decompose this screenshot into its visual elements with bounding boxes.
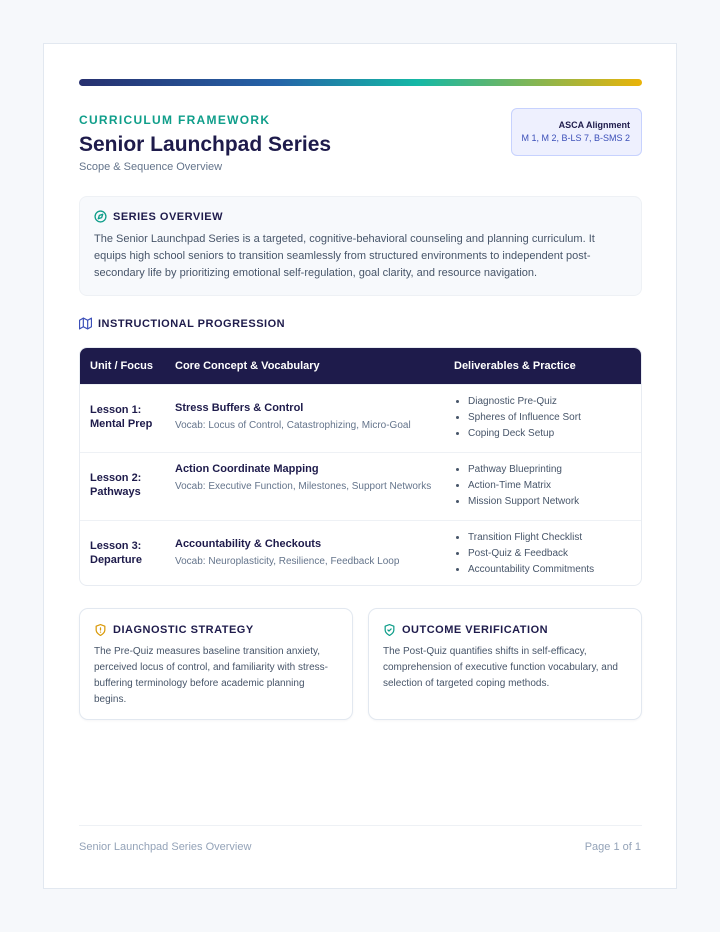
- series-overview-box: [79, 196, 642, 296]
- unit-cell: [90, 539, 142, 567]
- list-item: Mission Support Network: [454, 494, 579, 510]
- instructional-progression-title: INSTRUCTIONAL PROGRESSION: [98, 317, 286, 330]
- footer-divider: [79, 825, 642, 826]
- progression-table: [79, 347, 642, 586]
- footer-page-number: Page 1 of 1: [584, 841, 641, 853]
- map-icon: [79, 317, 92, 330]
- table-header-row: [80, 348, 641, 384]
- asca-alignment-badge: [511, 108, 642, 156]
- series-overview-text: The Senior Launchpad Series is a targeted, cognitive-behavioral counseling and planning curriculum. It equips high school seniors to transition seamlessly from structured environments to independent post-secondary life by prioritizing emotional self-regulation, goal clarity, and resource navigation.: [94, 233, 595, 279]
- eyebrow-label: CURRICULUM FRAMEWORK: [79, 113, 271, 127]
- instructional-progression-heading: [79, 317, 285, 330]
- diagnostic-strategy-heading: [94, 623, 338, 637]
- deliverables-list: [454, 530, 594, 578]
- outcome-verification-text: The Post-Quiz quantifies shifts in self-efficacy, comprehension of executive function vocabulary, and selection of targeted coping methods.: [383, 646, 618, 689]
- list-item: Accountability Commitments: [454, 562, 594, 578]
- unit-focus: Departure: [90, 554, 142, 566]
- list-item: Action-Time Matrix: [454, 478, 579, 494]
- concept-title: Accountability & Checkouts: [175, 538, 322, 550]
- column-header-concept: Core Concept & Vocabulary: [175, 360, 320, 372]
- deliverables-list: [454, 462, 579, 510]
- concept-cell: [175, 538, 440, 569]
- page-title: Senior Launchpad Series: [79, 133, 332, 156]
- list-item: Spheres of Influence Sort: [454, 410, 581, 426]
- compass-icon: [94, 210, 107, 223]
- unit-cell: [90, 471, 141, 499]
- asca-title: ASCA Alignment: [558, 120, 630, 130]
- list-item: Transition Flight Checklist: [454, 530, 594, 546]
- diagnostic-strategy-title: DIAGNOSTIC STRATEGY: [113, 624, 254, 636]
- concept-vocab: Vocab: Neuroplasticity, Resilience, Feedback Loop: [175, 556, 400, 567]
- outcome-verification-heading: [383, 623, 627, 637]
- document-page: [43, 43, 677, 889]
- unit-focus: Mental Prep: [90, 418, 153, 430]
- shield-alert-icon: [94, 623, 107, 637]
- concept-cell: [175, 402, 440, 433]
- shield-check-icon: [383, 623, 396, 637]
- gradient-accent-bar: [79, 79, 642, 86]
- list-item: Coping Deck Setup: [454, 426, 581, 442]
- outcome-verification-card: [368, 608, 642, 720]
- series-overview-heading: [94, 210, 627, 223]
- outcome-verification-title: OUTCOME VERIFICATION: [402, 624, 549, 636]
- column-header-unit: Unit / Focus: [90, 360, 153, 372]
- unit-lesson: Lesson 1:: [90, 404, 142, 416]
- footer-document-name: Senior Launchpad Series Overview: [79, 841, 252, 853]
- unit-lesson: Lesson 3:: [90, 540, 142, 552]
- asca-value: M 1, M 2, B-LS 7, B-SMS 2: [521, 133, 630, 143]
- concept-vocab: Vocab: Locus of Control, Catastrophizing, Micro-Goal: [175, 420, 411, 431]
- table-row: [80, 520, 641, 586]
- column-header-deliverables: Deliverables & Practice: [454, 360, 576, 372]
- concept-vocab: Vocab: Executive Function, Milestones, Support Networks: [175, 481, 432, 492]
- deliverables-list: [454, 394, 581, 442]
- series-overview-title: SERIES OVERVIEW: [113, 210, 223, 223]
- list-item: Diagnostic Pre-Quiz: [454, 394, 581, 410]
- table-row: [80, 452, 641, 520]
- table-row: [80, 384, 641, 452]
- diagnostic-strategy-text: The Pre-Quiz measures baseline transition anxiety, perceived locus of control, and familiarity with stress-buffering terminology before academic planning begins.: [94, 646, 328, 705]
- list-item: Post-Quiz & Feedback: [454, 546, 594, 562]
- concept-title: Action Coordinate Mapping: [175, 463, 319, 475]
- concept-title: Stress Buffers & Control: [175, 402, 304, 414]
- list-item: Pathway Blueprinting: [454, 462, 579, 478]
- diagnostic-strategy-card: [79, 608, 353, 720]
- unit-lesson: Lesson 2:: [90, 472, 142, 484]
- page-subtitle: Scope & Sequence Overview: [79, 161, 223, 173]
- concept-cell: [175, 463, 440, 494]
- unit-cell: [90, 403, 152, 431]
- unit-focus: Pathways: [90, 486, 141, 498]
